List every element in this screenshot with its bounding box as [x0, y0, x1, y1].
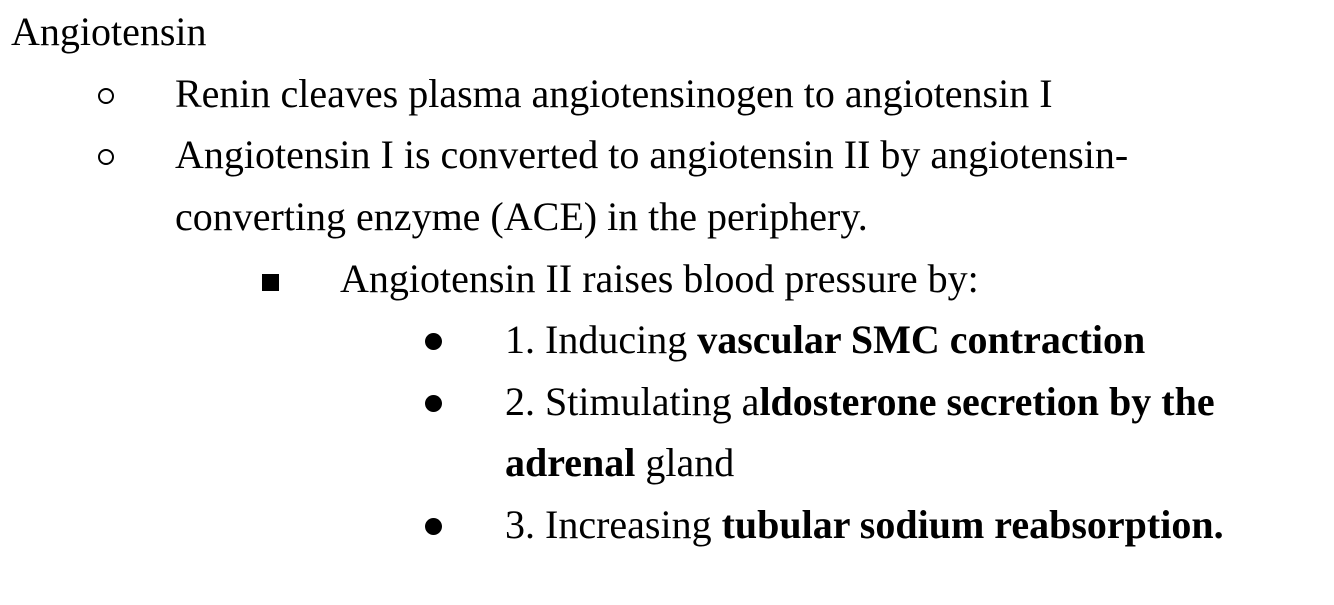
list-item-aldosterone-line1: [505, 371, 1215, 433]
list-item-angiotensin-ii: Angiotensin II raises blood pressure by:: [340, 256, 979, 301]
list-item-smc-prefix: 1. Inducing: [505, 317, 698, 362]
section-heading: Angiotensin: [11, 9, 207, 54]
filled-dot-bullet-icon: [425, 395, 442, 412]
list-item-ace-line2: converting enzyme (ACE) in the periphery.: [175, 194, 868, 239]
list-item-adrenal-bold: adrenal: [505, 440, 636, 485]
list-item-aldosterone-bold: ldosterone secretion by the: [759, 379, 1215, 424]
list-item-ace-line1: Angiotensin I is converted to angiotensin II by angiotensin-: [175, 132, 1129, 177]
list-item-adrenal-suffix: gland: [635, 440, 735, 485]
filled-dot-bullet-icon: [425, 333, 442, 350]
list-item-sodium: [505, 494, 1224, 556]
hollow-circle-bullet-icon: [98, 149, 114, 165]
list-item-smc: [505, 309, 1145, 371]
list-item-sodium-bold: tubular sodium reabsorption.: [721, 502, 1224, 547]
hollow-circle-bullet-icon: [98, 88, 114, 104]
list-item-aldosterone-prefix: 2. Stimulating a: [505, 379, 760, 424]
filled-dot-bullet-icon: [425, 518, 442, 535]
list-item-sodium-prefix: 3. Increasing: [505, 502, 722, 547]
list-item-aldosterone-line2: [505, 432, 734, 494]
list-item-smc-bold: vascular SMC contraction: [697, 317, 1146, 362]
square-bullet-icon: [262, 274, 279, 291]
list-item-renin: Renin cleaves plasma angiotensinogen to angiotensin I: [175, 71, 1053, 116]
